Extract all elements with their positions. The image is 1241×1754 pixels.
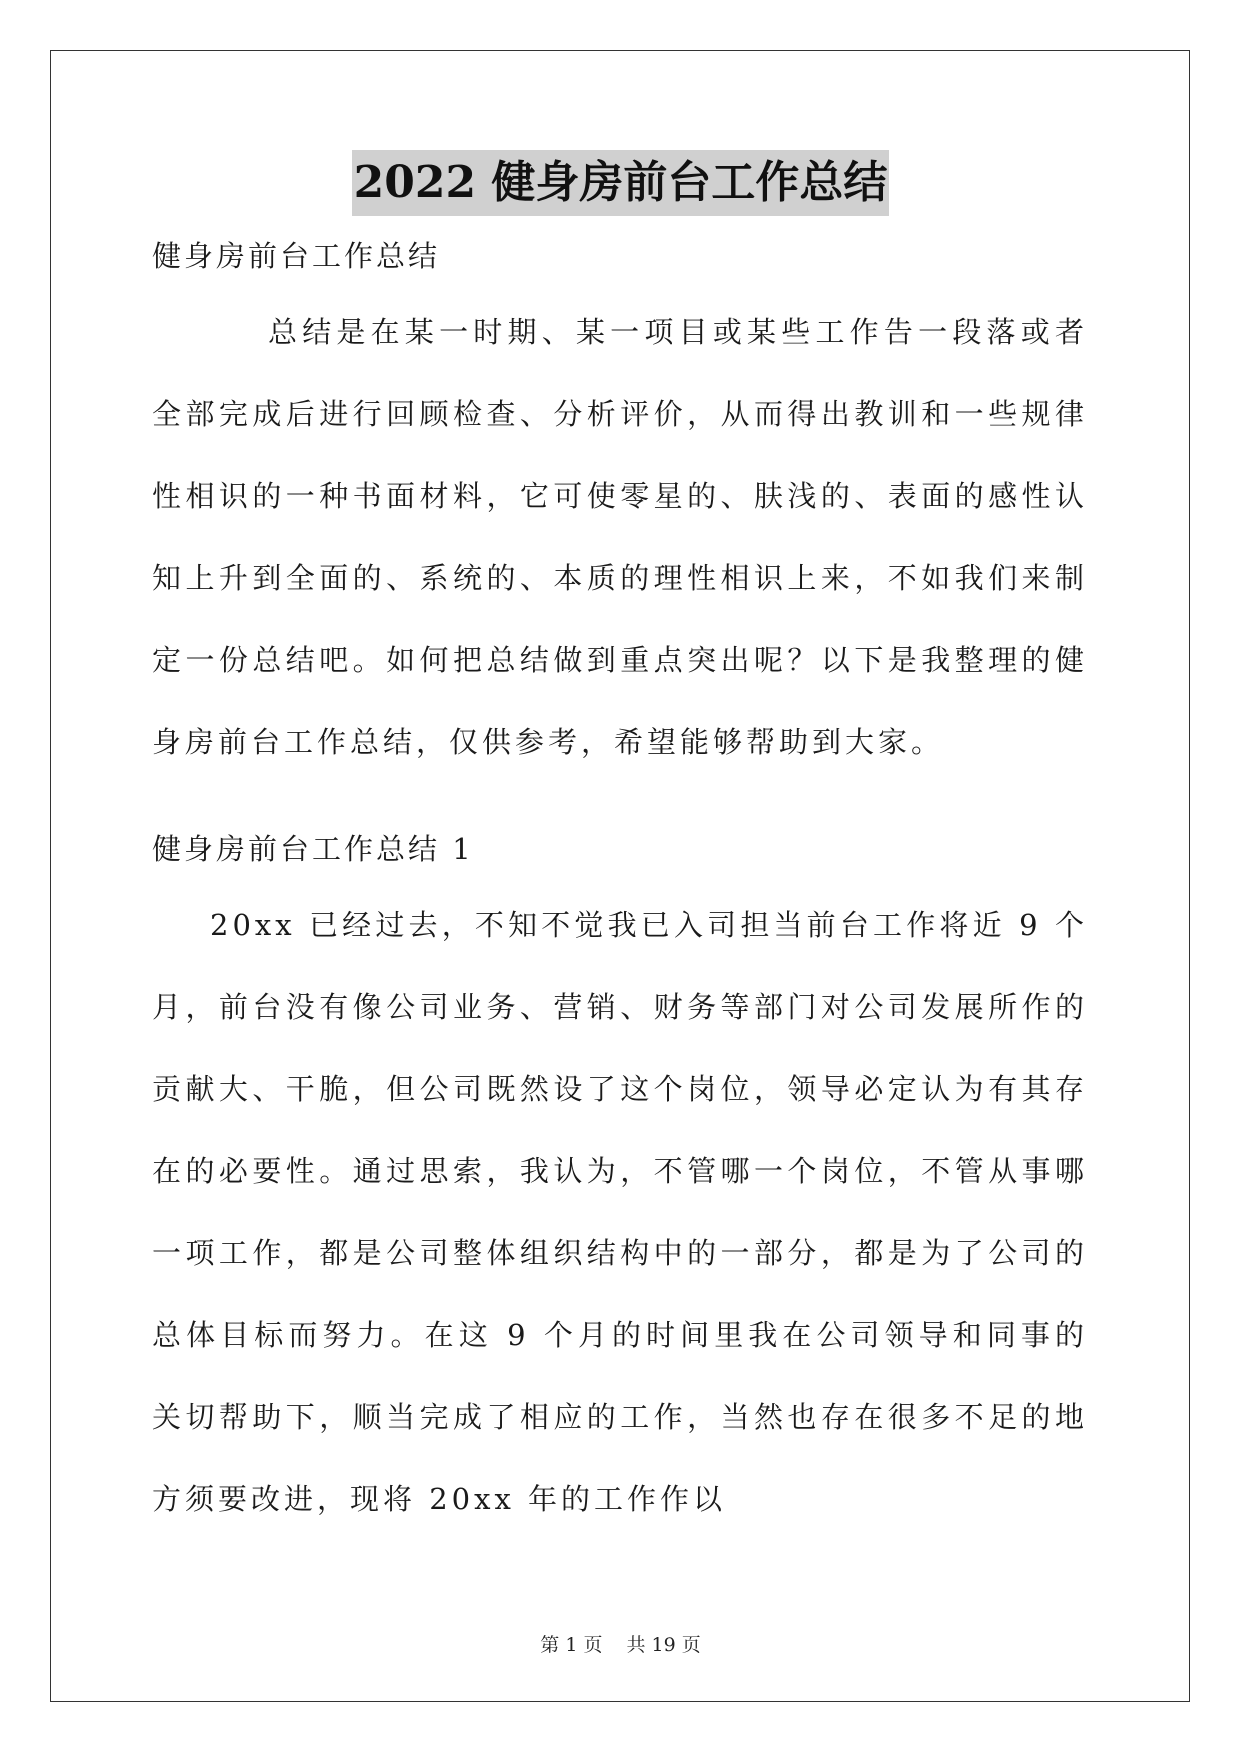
section-paragraph: 20xx 已经过去，不知不觉我已入司担当前台工作将近 9 个月，前台没有像公司业务、营销、财务等部门对公司发展所作的贡献大、干脆，但公司既然设了这个岗位，领导必定认为有其存在的必要性。通过思索，我认为，不管哪一个岗位，不管从事哪一项工作，都是公司整体组织结构中的一部分，都是为了公司的总体目标而努力。在这 9 个月的时间里我在公司领导和同事的关切帮助下，顺当完成了相应的工作，当然也存在很多不足的地方须要改进，现将 20xx 年的工作作以 bbox=[152, 908, 1088, 1516]
document-title: 2022 健身房前台工作总结 bbox=[352, 150, 890, 216]
section-paragraph-block bbox=[152, 884, 1088, 1540]
intro-paragraph-block bbox=[152, 291, 1088, 783]
page-number: 第 1 页 bbox=[540, 1634, 603, 1656]
document-subtitle: 健身房前台工作总结 bbox=[152, 239, 441, 273]
page-footer bbox=[0, 1630, 1241, 1657]
intro-paragraph: 总结是在某一时期、某一项目或某些工作告一段落或者全部完成后进行回顾检查、分析评价，从而得出教训和一些规律性相识的一种书面材料，它可使零星的、肤浅的、表面的感性认知上升到全面的、系统的、本质的理性相识上来，不如我们来制定一份总结吧。如何把总结做到重点突出呢？以下是我整理的健身房前台工作总结，仅供参考，希望能够帮助到大家。 bbox=[152, 315, 1088, 759]
page-total: 共 19 页 bbox=[626, 1634, 701, 1656]
section-heading: 健身房前台工作总结 1 bbox=[152, 832, 474, 866]
title-container bbox=[0, 150, 1241, 216]
